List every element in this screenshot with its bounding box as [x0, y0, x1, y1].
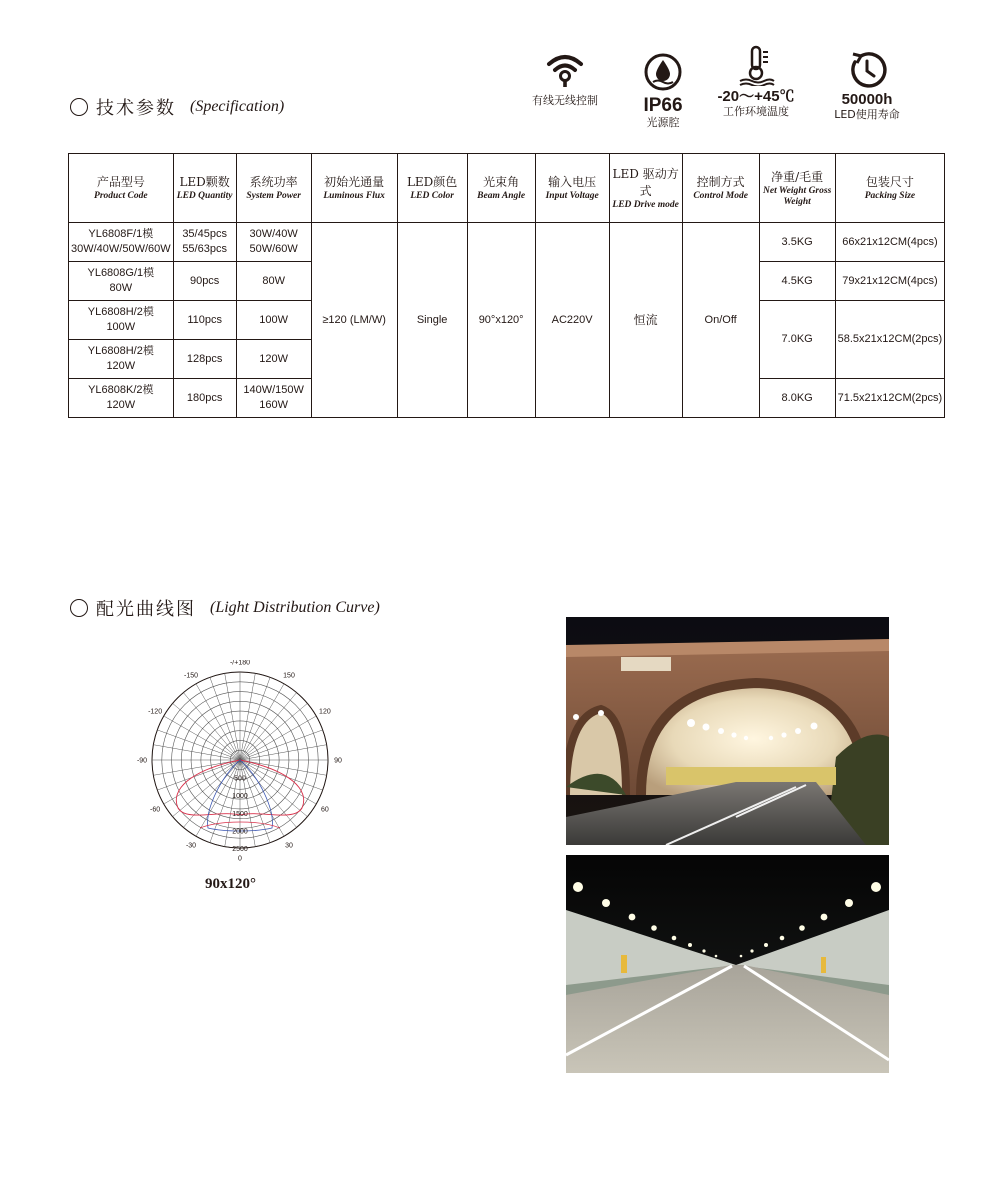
feature-caption: 光源腔 [646, 116, 680, 129]
cell-led-quantity: 35/45pcs 55/63pcs [173, 223, 236, 262]
polar-angle-label: -90 [136, 757, 148, 765]
spec-table [68, 153, 945, 418]
cell-beam-angle: 90°x120° [467, 223, 535, 418]
feature-value: IP66 [643, 95, 683, 116]
cell-system-power: 80W [236, 262, 311, 301]
polar-radial-label: 1000 [232, 793, 248, 801]
header-luminous-flux: 初始光通量 Luminous Flux [311, 154, 397, 223]
polar-angle-label: -150 [183, 672, 199, 680]
cell-weight: 7.0KG [759, 301, 835, 379]
header-led-color: LED颜色 LED Color [397, 154, 467, 223]
polar-radial-label: 500 [234, 775, 246, 783]
feature-caption: LED使用寿命 [834, 108, 900, 121]
cell-system-power: 30W/40W 50W/60W [236, 223, 311, 262]
feature-value: -20～+45℃ [717, 88, 795, 105]
cell-system-power: 100W [236, 301, 311, 340]
curve-title-cn: 配光曲线图 [96, 599, 196, 620]
header-weight: 净重/毛重 Net Weight Gross Weight [759, 154, 835, 223]
polar-diagram [130, 660, 350, 870]
cell-product-code: YL6808H/2模 120W [69, 340, 174, 379]
cell-weight: 4.5KG [759, 262, 835, 301]
polar-angle-label: 150 [283, 672, 295, 680]
polar-radial-label: 1500 [232, 810, 248, 818]
cell-product-code: YL6808K/2模 120W [69, 379, 174, 418]
spec-title-en: (Specification) [190, 98, 285, 115]
cell-luminous-flux: ≥120 (LM/W) [311, 223, 397, 418]
polar-angle-label: 90 [334, 757, 342, 765]
header-drive-mode: LED 驱动方式 LED Drive mode [609, 154, 682, 223]
spec-title-cn: 技术参数 [96, 98, 176, 119]
polar-radial-label: 2500 [232, 846, 248, 853]
spec-section-title [70, 94, 284, 120]
header-system-power: 系统功率 System Power [236, 154, 311, 223]
cell-packing-size: 79x21x12CM(4pcs) [835, 262, 945, 301]
feature-temperature [708, 44, 804, 119]
feature-ip [625, 52, 701, 130]
cell-system-power: 140W/150W 160W [236, 379, 311, 418]
curve-title-en: (Light Distribution Curve) [210, 599, 380, 616]
polar-angle-label: -120 [148, 708, 163, 716]
cell-weight: 8.0KG [759, 379, 835, 418]
polar-angle-label: 30 [285, 842, 293, 850]
table-header-row [69, 154, 945, 223]
cell-input-voltage: AC220V [535, 223, 609, 418]
cell-system-power: 120W [236, 340, 311, 379]
cell-weight: 3.5KG [759, 223, 835, 262]
cell-packing-size: 58.5x21x12CM(2pcs) [835, 301, 945, 379]
polar-radial-label: 2000 [232, 828, 248, 836]
polar-angle-label: -/+180 [229, 660, 251, 667]
water-drop-icon [643, 52, 683, 92]
circle-bullet-icon [70, 599, 88, 617]
header-led-quantity: LED颗数 LED Quantity [173, 154, 236, 223]
tunnel-entrance-photo [566, 617, 889, 845]
tunnel-interior-photo [566, 855, 889, 1073]
polar-caption: 90x120° [205, 876, 256, 892]
cell-led-quantity: 128pcs [173, 340, 236, 379]
feature-caption: 工作环境温度 [723, 105, 789, 118]
polar-angle-label: 60 [321, 806, 329, 814]
wifi-icon [545, 52, 585, 88]
thermometer-icon [736, 44, 776, 86]
polar-angle-label: -60 [150, 806, 161, 814]
cell-led-quantity: 90pcs [173, 262, 236, 301]
cell-led-color: Single [397, 223, 467, 418]
cell-product-code: YL6808H/2模 100W [69, 301, 174, 340]
header-product-code: 产品型号 Product Code [69, 154, 174, 223]
polar-angle-label: 0 [238, 855, 242, 863]
cell-product-code: YL6808G/1模 80W [69, 262, 174, 301]
header-control-mode: 控制方式 Control Mode [682, 154, 759, 223]
curve-section-title [70, 595, 380, 621]
feature-value: 50000h [841, 91, 893, 108]
cell-control-mode: On/Off [682, 223, 759, 418]
cell-drive-mode: 恒流 [609, 223, 682, 418]
cell-packing-size: 66x21x12CM(4pcs) [835, 223, 945, 262]
feature-lifespan [822, 50, 912, 122]
polar-angle-label: 120 [319, 708, 331, 716]
clock-icon [847, 50, 887, 90]
cell-product-code: YL6808F/1模 30W/40W/50W/60W [69, 223, 174, 262]
cell-led-quantity: 110pcs [173, 301, 236, 340]
feature-caption: 有线无线控制 [532, 94, 598, 107]
circle-bullet-icon [70, 98, 88, 116]
table-row [69, 223, 945, 262]
header-beam-angle: 光束角 Beam Angle [467, 154, 535, 223]
feature-control [520, 52, 610, 108]
polar-angle-label: -30 [185, 842, 197, 850]
cell-packing-size: 71.5x21x12CM(2pcs) [835, 379, 945, 418]
header-packing-size: 包装尺寸 Packing Size [835, 154, 945, 223]
header-input-voltage: 输入电压 Input Voltage [535, 154, 609, 223]
cell-led-quantity: 180pcs [173, 379, 236, 418]
